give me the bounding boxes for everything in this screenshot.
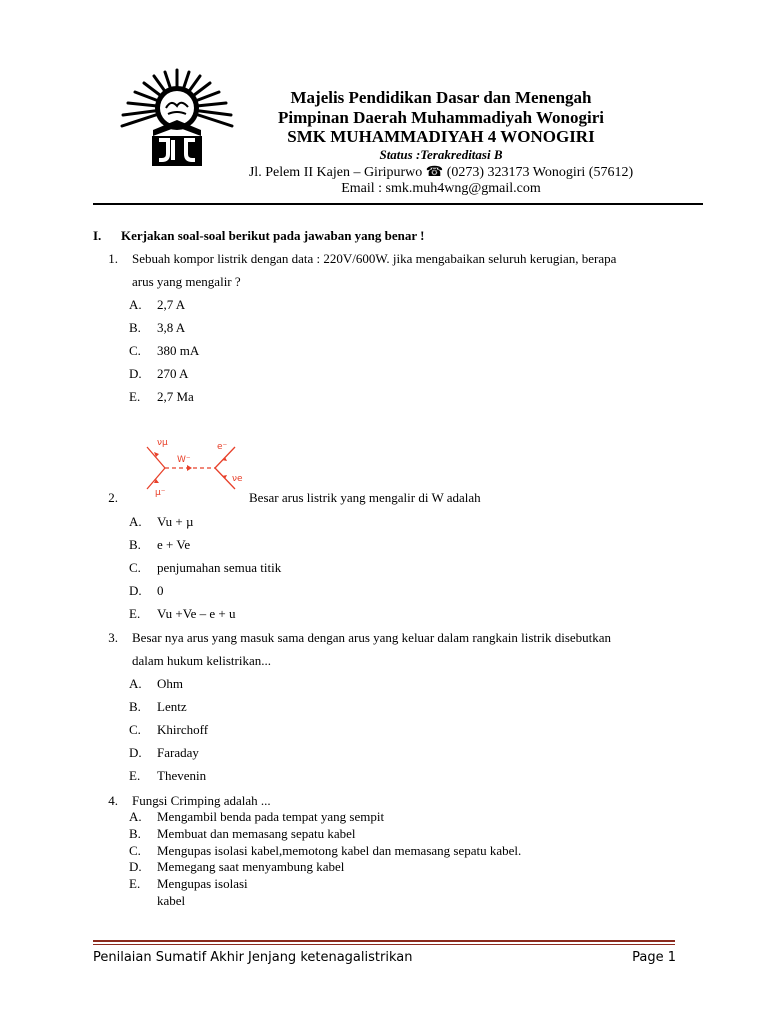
footer-title: Penilaian Sumatif Akhir Jenjang ketenagalistrikan (93, 950, 413, 965)
option-letter: A. (129, 297, 142, 312)
school-email: Email : smk.muh4wng@gmail.com (341, 181, 541, 196)
muhammadiyah-logo (119, 68, 235, 168)
question-text-line: Besar arus listrik yang mengalir di W adalah (249, 490, 481, 505)
question-text-line: arus yang mengalir ? (132, 274, 241, 289)
option-letter: E. (129, 876, 141, 891)
option-text: Vu +Ve – e + u (157, 606, 236, 621)
option-letter: D. (129, 745, 142, 760)
option-letter: D. (129, 366, 142, 381)
option-text: 380 mA (157, 343, 200, 358)
question-number: 3. (108, 630, 118, 645)
label-nu-e: νe (232, 474, 243, 484)
option-letter: E. (129, 606, 141, 621)
option-text: 3,8 A (157, 320, 186, 335)
label-e-minus: e⁻ (217, 442, 228, 452)
question-text-line: Besar nya arus yang masuk sama dengan arus yang keluar dalam rangkain listrik disebutkan (132, 630, 612, 645)
option-text: Membuat dan memasang sepatu kabel (157, 826, 356, 841)
label-w-minus: W⁻ (177, 455, 191, 465)
option-text: Lentz (157, 699, 187, 714)
option-letter: C. (129, 843, 141, 858)
question-number: 1. (108, 251, 118, 266)
question-text-line: Sebuah kompor listrik dengan data : 220V/600W. jika mengabaikan seluruh kerugian, berapa (132, 251, 617, 266)
option-text: e + Ve (157, 537, 191, 552)
section-instruction: Kerjakan soal-soal berikut pada jawaban yang benar ! (121, 228, 425, 243)
option-letter: D. (129, 583, 142, 598)
question-number: 2. (108, 490, 118, 505)
footer-divider-thin (93, 944, 675, 945)
school-name: SMK MUHAMMADIYAH 4 WONOGIRI (287, 127, 595, 146)
school-address: Jl. Pelem II Kajen – Giripurwo ☎ (0273) 323173 Wonogiri (57612) (248, 165, 634, 180)
option-text: Ohm (157, 676, 183, 691)
option-text: Mengambil benda pada tempat yang sempit (157, 809, 385, 824)
option-text: 2,7 A (157, 297, 186, 312)
option-letter: E. (129, 389, 141, 404)
option-text: Khirchoff (157, 722, 209, 737)
feynman-diagram (143, 437, 253, 499)
option-letter: C. (129, 560, 141, 575)
header-line-2: Pimpinan Daerah Muhammadiyah Wonogiri (277, 108, 605, 127)
option-letter: A. (129, 809, 142, 824)
option-text: 270 A (157, 366, 189, 381)
option-letter: B. (129, 699, 141, 714)
question-text-line: dalam hukum kelistrikan... (132, 653, 272, 668)
label-nu-mu: νμ (157, 438, 168, 448)
label-mu-minus: μ⁻ (155, 488, 166, 498)
option-letter: C. (129, 343, 141, 358)
option-text: Mengupas isolasi (157, 876, 248, 891)
section-numeral: I. (93, 228, 102, 243)
option-text: 2,7 Ma (157, 389, 194, 404)
footer-divider (93, 940, 675, 942)
option-text: Vu + µ (157, 514, 194, 529)
option-text: Faraday (157, 745, 199, 760)
option-text: Mengupas isolasi kabel,memotong kabel dan memasang sepatu kabel. (157, 843, 522, 858)
option-letter: D. (129, 859, 142, 874)
option-text: Thevenin (157, 768, 207, 783)
question-number: 4. (108, 793, 118, 808)
option-letter: E. (129, 768, 141, 783)
option-letter: A. (129, 514, 142, 529)
header-divider (93, 203, 703, 205)
question-text-line: Fungsi Crimping adalah ... (132, 793, 271, 808)
option-letter: A. (129, 676, 142, 691)
header-line-1: Majelis Pendidikan Dasar dan Menengah (290, 88, 592, 107)
accreditation-status: Status :Terakreditasi B (379, 147, 503, 162)
option-letter: B. (129, 537, 141, 552)
page-number: Page 1 (632, 950, 676, 965)
option-text: penjumahan semua titik (157, 560, 282, 575)
option-letter: B. (129, 320, 141, 335)
option-letter: C. (129, 722, 141, 737)
option-text: Memegang saat menyambung kabel (157, 859, 345, 874)
option-letter: B. (129, 826, 141, 841)
option-4e-continuation: kabel (157, 893, 186, 908)
option-text: 0 (157, 583, 164, 598)
